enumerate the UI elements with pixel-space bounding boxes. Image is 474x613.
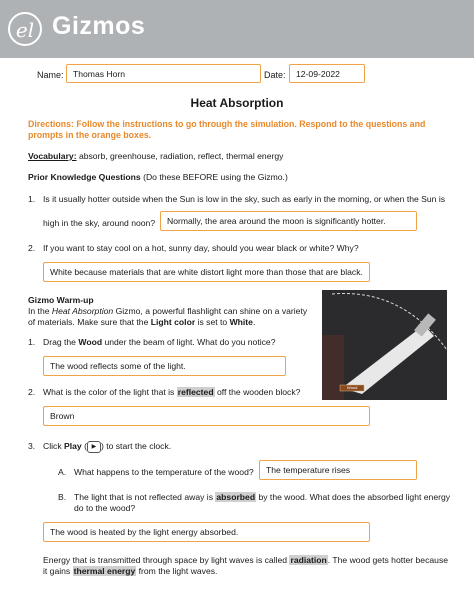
brand-name: Gizmos [52,12,146,40]
q2-text: If you want to stay cool on a hot, sunny day, should you wear black or white? Why? [43,243,359,253]
w3b-text: The light that is not reflected away is absorbed by the wood. What does the absorbed light energy [74,492,451,502]
final-paragraph-line1: Energy that is transmitted through space by light waves is called radiation. The wood gets hotter because [43,555,449,565]
play-icon[interactable]: ▶ [87,441,101,453]
w2-number: 2. [28,387,36,397]
warmup-intro-line1: In the Heat Absorption Gizmo, a powerful flashlight can shine on a variety [28,306,308,316]
w3-text: Click Play ( ▶ ) to start the clock. [43,441,172,451]
wood-block-label: Wood [347,385,358,390]
w2-answer-box[interactable] [43,406,370,426]
gizmos-header [0,0,474,58]
prior-note: (Do these BEFORE using the Gizmo.) [140,172,288,182]
q2-number: 2. [28,243,36,253]
w3b-answer-box[interactable] [43,522,370,542]
vocabulary [28,150,283,162]
vocabulary-label: Vocabulary: [28,151,77,161]
q1-text: Is it usually hotter outside when the Sun is low in the sky, such as early in the morning, or when the Sun is [43,194,446,204]
q2-answer-box[interactable] [43,262,370,282]
q1-text-line2: high in the sky, around noon? [43,218,156,228]
name-value: Thomas Horn [73,68,126,79]
w2-text: What is the color of the light that is reflected off the wooden block? [43,387,301,397]
w1-text: Drag the Wood under the beam of light. What do you notice? [43,337,276,347]
q1-number: 1. [28,194,36,204]
w2-answer: Brown [50,411,75,421]
date-field[interactable] [289,64,365,83]
name-field[interactable] [66,64,261,83]
warmup-heading: Gizmo Warm-up [28,295,94,305]
w3b-text-line2: do to the wood? [74,503,136,513]
w3a-text: What happens to the temperature of the wood? [74,467,254,477]
vocabulary-terms: absorb, greenhouse, radiation, reflect, thermal energy [76,151,284,161]
w1-answer-box[interactable] [43,356,286,376]
prior-heading-text: Prior Knowledge Questions [28,172,141,182]
w3a-letter: A. [58,467,67,477]
w3b-letter: B. [58,492,67,502]
directions-line-2: prompts in the orange boxes. [28,130,152,140]
w3a-answer-box[interactable] [259,460,417,480]
q1-answer-box[interactable] [160,211,417,231]
prior-knowledge-heading [28,171,288,183]
date-value: 12-09-2022 [296,68,340,79]
simulation-thumbnail [322,290,447,400]
warmup-intro-line2: of materials. Make sure that the Light color is set to White. [28,317,256,327]
final-paragraph-line2: it gains thermal energy from the light waves. [43,566,218,576]
w3-number: 3. [28,441,36,451]
page-title: Heat Absorption [190,96,284,110]
directions-line-1: Directions: Follow the instructions to go through the simulation. Respond to the questions and [28,119,426,129]
explorelearning-logo-icon: el [8,12,42,46]
name-label: Name: [37,70,64,80]
w1-answer: The wood reflects some of the light. [50,361,186,371]
w3b-answer: The wood is heated by the light energy absorbed. [50,527,239,537]
q2-answer: White because materials that are white distort light more than those that are black. [50,267,363,277]
flashlight-beam-illustration [322,290,447,400]
q1-answer: Normally, the area around the moon is significantly hotter. [167,216,386,226]
date-label: Date: [264,70,286,80]
w1-number: 1. [28,337,36,347]
w3a-answer: The temperature rises [266,465,351,475]
